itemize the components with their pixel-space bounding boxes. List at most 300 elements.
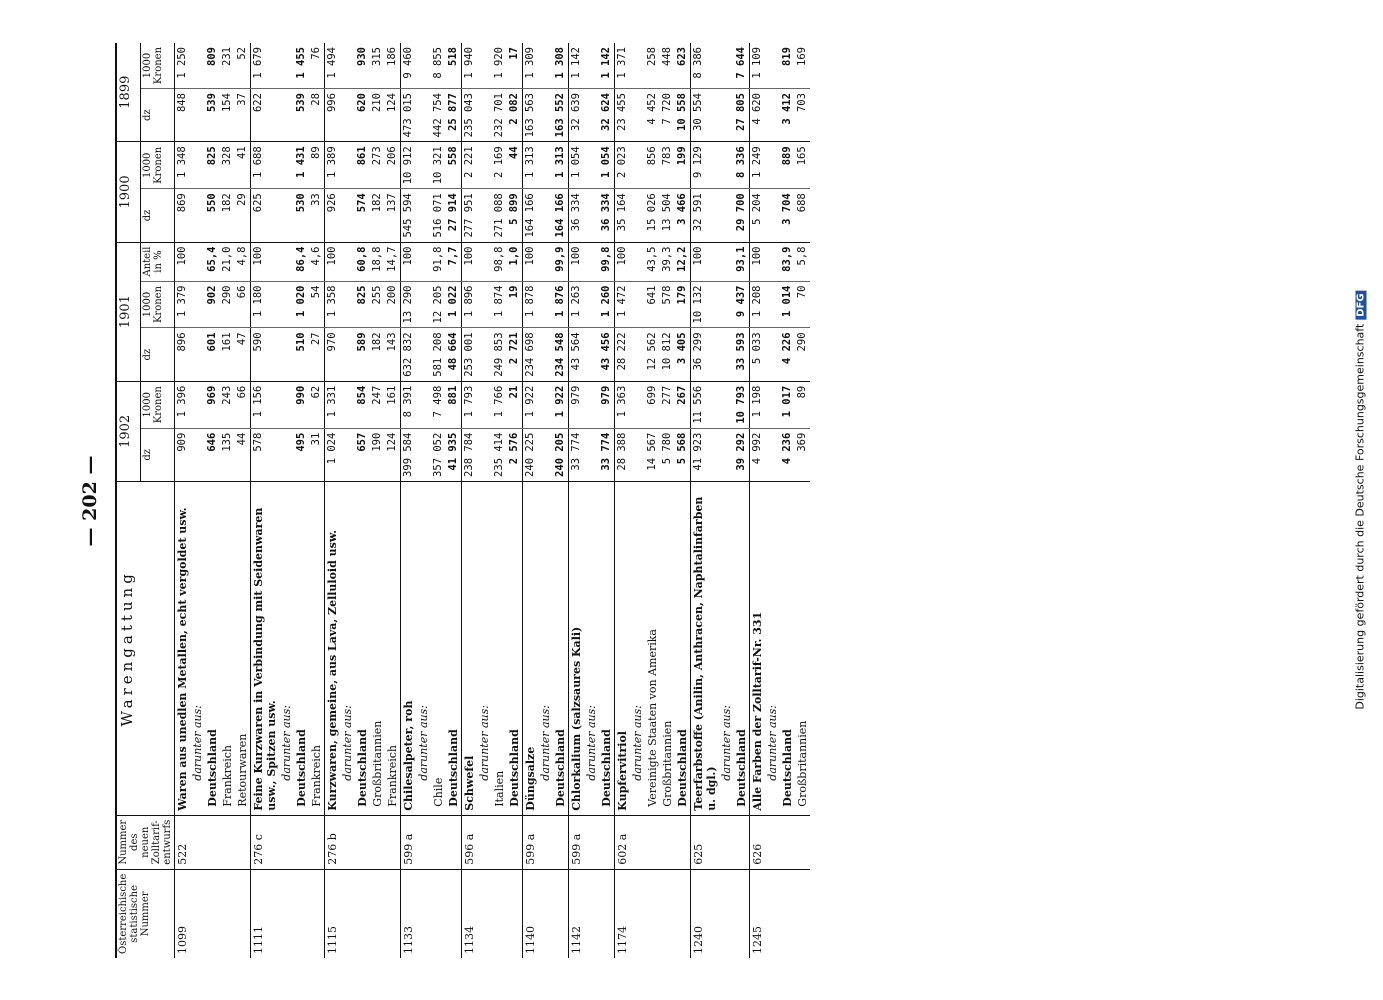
value-kronen-1901: 1 263 xyxy=(569,281,585,328)
tariff-number-cell: 599 a xyxy=(401,815,417,869)
value-dz-1899: 235 043 xyxy=(462,89,478,142)
value-anteil-1901: 1,0 xyxy=(507,242,523,281)
commodity-description: Düngsalze xyxy=(523,481,539,815)
tariff-number-cell xyxy=(309,815,325,869)
value-kronen-1902: 1 198 xyxy=(750,381,766,428)
table-row xyxy=(734,43,750,958)
value-kronen-1901 xyxy=(416,281,431,328)
table-row-commodity xyxy=(175,43,191,958)
value-kronen-1902 xyxy=(190,381,205,428)
value-kronen-1900 xyxy=(279,142,294,189)
header-ost-nr: Österreichische statistische Nummer xyxy=(116,869,175,958)
value-anteil-1901: 100 xyxy=(251,242,280,281)
tariff-number-cell xyxy=(538,815,553,869)
commodity-description: Vereinigte Staaten von Amerika xyxy=(645,481,660,815)
value-dz-1900: 271 088 xyxy=(492,189,507,242)
value-kronen-1899: 1 940 xyxy=(462,43,478,89)
value-dz-1899: 37 xyxy=(235,89,251,142)
value-dz-1900: 27 914 xyxy=(446,189,462,242)
commodity-description: Deutschland xyxy=(205,481,220,815)
ost-number-cell xyxy=(780,869,795,958)
value-anteil-1901 xyxy=(765,242,780,281)
value-dz-1901: 589 xyxy=(355,328,370,381)
value-dz-1899: 28 xyxy=(309,89,325,142)
value-dz-1899: 232 701 xyxy=(492,89,507,142)
commodity-description: Kupfervitriol xyxy=(615,481,631,815)
value-dz-1899: 4 452 xyxy=(645,89,660,142)
tariff-number-cell xyxy=(553,815,569,869)
value-kronen-1899 xyxy=(538,43,553,89)
value-kronen-1902: 1 922 xyxy=(523,381,539,428)
tariff-number-cell xyxy=(220,815,235,869)
value-dz-1899: 32 639 xyxy=(569,89,585,142)
value-kronen-1899: 448 xyxy=(660,43,675,89)
commodity-description: darunter aus: xyxy=(765,481,780,815)
table-row-commodity xyxy=(750,43,766,958)
value-dz-1902: 357 052 xyxy=(431,428,446,481)
commodity-description: Chile xyxy=(431,481,446,815)
value-kronen-1900 xyxy=(477,142,492,189)
value-dz-1901: 43 456 xyxy=(599,328,615,381)
value-kronen-1900: 328 xyxy=(220,142,235,189)
value-dz-1900: 137 xyxy=(385,189,401,242)
value-dz-1901 xyxy=(538,328,553,381)
commodity-description: Teerfarbstoffe (Anilin, Anthracen, Naphtalinfarben u. dgl.) xyxy=(691,481,720,815)
value-dz-1902: 235 414 xyxy=(492,428,507,481)
value-dz-1900: 550 xyxy=(205,189,220,242)
value-dz-1899 xyxy=(477,89,492,142)
table-row-commodity xyxy=(523,43,539,958)
ost-number-cell xyxy=(431,869,446,958)
value-kronen-1900 xyxy=(190,142,205,189)
value-kronen-1901: 66 xyxy=(235,281,251,328)
table-row xyxy=(584,43,599,958)
value-kronen-1901: 1 874 xyxy=(492,281,507,328)
value-kronen-1901: 1 014 xyxy=(780,281,795,328)
value-kronen-1899 xyxy=(584,43,599,89)
value-dz-1901: 33 593 xyxy=(734,328,750,381)
value-dz-1901 xyxy=(630,328,645,381)
value-kronen-1902: 62 xyxy=(309,381,325,428)
value-anteil-1901: 21,0 xyxy=(220,242,235,281)
value-kronen-1900: 89 xyxy=(309,142,325,189)
value-dz-1901: 36 299 xyxy=(691,328,720,381)
value-dz-1899: 163 552 xyxy=(553,89,569,142)
header-year-1900: 1900 xyxy=(116,142,141,242)
commodity-description: darunter aus: xyxy=(630,481,645,815)
value-dz-1901: 234 698 xyxy=(523,328,539,381)
value-kronen-1902 xyxy=(416,381,431,428)
tariff-number-cell xyxy=(370,815,385,869)
value-kronen-1901: 641 xyxy=(645,281,660,328)
table-row xyxy=(719,43,734,958)
ost-number-cell xyxy=(309,869,325,958)
value-dz-1902: 190 xyxy=(370,428,385,481)
value-kronen-1899: 52 xyxy=(235,43,251,89)
table-row-commodity xyxy=(569,43,585,958)
value-kronen-1901: 12 205 xyxy=(431,281,446,328)
value-anteil-1901 xyxy=(340,242,355,281)
value-kronen-1899: 8 855 xyxy=(431,43,446,89)
value-anteil-1901: 100 xyxy=(569,242,585,281)
value-kronen-1901 xyxy=(719,281,734,328)
table-row-commodity xyxy=(251,43,280,958)
value-kronen-1900: 856 xyxy=(645,142,660,189)
ost-number-cell xyxy=(765,869,780,958)
value-kronen-1901: 1 896 xyxy=(462,281,478,328)
value-kronen-1899: 518 xyxy=(446,43,462,89)
value-dz-1902: 28 388 xyxy=(615,428,631,481)
value-kronen-1899: 1 250 xyxy=(175,43,191,89)
value-kronen-1900: 2 169 xyxy=(492,142,507,189)
value-kronen-1902: 1 396 xyxy=(175,381,191,428)
ost-number-cell xyxy=(279,869,294,958)
value-dz-1901 xyxy=(765,328,780,381)
value-kronen-1901: 1 208 xyxy=(750,281,766,328)
value-kronen-1900 xyxy=(538,142,553,189)
value-kronen-1901: 13 290 xyxy=(401,281,417,328)
commodity-description: Deutschland xyxy=(507,481,523,815)
value-kronen-1900: 1 389 xyxy=(325,142,341,189)
ost-number-cell: 1133 xyxy=(401,869,417,958)
value-kronen-1899 xyxy=(340,43,355,89)
tariff-number-cell xyxy=(660,815,675,869)
ost-number-cell xyxy=(220,869,235,958)
value-kronen-1901: 1 020 xyxy=(294,281,309,328)
value-kronen-1900: 1 249 xyxy=(750,142,766,189)
value-dz-1899: 996 xyxy=(325,89,341,142)
value-kronen-1902: 247 xyxy=(370,381,385,428)
value-dz-1900: 29 xyxy=(235,189,251,242)
tariff-number-cell xyxy=(477,815,492,869)
value-dz-1900: 3 704 xyxy=(780,189,795,242)
ost-number-cell xyxy=(235,869,251,958)
value-dz-1901: 970 xyxy=(325,328,341,381)
value-dz-1899 xyxy=(416,89,431,142)
value-dz-1899: 848 xyxy=(175,89,191,142)
value-dz-1899: 25 877 xyxy=(446,89,462,142)
value-dz-1901: 43 564 xyxy=(569,328,585,381)
table-row-commodity xyxy=(691,43,720,958)
value-dz-1899: 154 xyxy=(220,89,235,142)
value-dz-1899: 539 xyxy=(205,89,220,142)
value-kronen-1900 xyxy=(630,142,645,189)
value-anteil-1901: 100 xyxy=(175,242,191,281)
ost-number-cell: 1111 xyxy=(251,869,280,958)
tariff-number-cell: 599 a xyxy=(569,815,585,869)
value-kronen-1902 xyxy=(584,381,599,428)
value-anteil-1901: 4,8 xyxy=(235,242,251,281)
value-kronen-1901 xyxy=(340,281,355,328)
table-row xyxy=(220,43,235,958)
table-row xyxy=(370,43,385,958)
value-kronen-1900: 2 221 xyxy=(462,142,478,189)
value-dz-1902: 39 292 xyxy=(734,428,750,481)
value-dz-1901: 161 xyxy=(220,328,235,381)
value-kronen-1899: 1 679 xyxy=(251,43,280,89)
value-dz-1902: 41 923 xyxy=(691,428,720,481)
value-kronen-1902: 699 xyxy=(645,381,660,428)
value-dz-1900 xyxy=(584,189,599,242)
tariff-number-cell xyxy=(630,815,645,869)
value-dz-1902 xyxy=(190,428,205,481)
value-kronen-1902: 267 xyxy=(675,381,691,428)
value-kronen-1899: 1 309 xyxy=(523,43,539,89)
value-dz-1900: 530 xyxy=(294,189,309,242)
value-kronen-1902: 21 xyxy=(507,381,523,428)
tariff-number-cell xyxy=(795,815,810,869)
value-kronen-1900: 1 313 xyxy=(523,142,539,189)
table-row xyxy=(795,43,810,958)
value-dz-1900: 574 xyxy=(355,189,370,242)
commodity-description: Feine Kurzwaren in Verbindung mit Seidenwaren usw., Spitzen usw. xyxy=(251,481,280,815)
value-dz-1900: 35 164 xyxy=(615,189,631,242)
table-row xyxy=(205,43,220,958)
value-kronen-1901: 1 022 xyxy=(446,281,462,328)
table-row xyxy=(235,43,251,958)
value-dz-1900 xyxy=(279,189,294,242)
value-kronen-1901: 290 xyxy=(220,281,235,328)
value-kronen-1901: 825 xyxy=(355,281,370,328)
commodity-description: Deutschland xyxy=(553,481,569,815)
value-kronen-1899: 930 xyxy=(355,43,370,89)
value-kronen-1902: 881 xyxy=(446,381,462,428)
header-year-1901: 1901 xyxy=(116,242,141,381)
ost-number-cell xyxy=(492,869,507,958)
value-dz-1901: 290 xyxy=(795,328,810,381)
header-dz: dz xyxy=(141,328,175,381)
value-dz-1902: 31 xyxy=(309,428,325,481)
value-dz-1899: 4 620 xyxy=(750,89,766,142)
value-dz-1901: 896 xyxy=(175,328,191,381)
value-kronen-1901 xyxy=(538,281,553,328)
value-dz-1899: 32 624 xyxy=(599,89,615,142)
value-kronen-1899: 315 xyxy=(370,43,385,89)
ost-number-cell xyxy=(599,869,615,958)
value-anteil-1901: 86,4 xyxy=(294,242,309,281)
value-kronen-1899: 1 109 xyxy=(750,43,766,89)
commodity-description: darunter aus: xyxy=(416,481,431,815)
value-anteil-1901: 100 xyxy=(325,242,341,281)
ost-number-cell xyxy=(385,869,401,958)
value-kronen-1900: 41 xyxy=(235,142,251,189)
value-dz-1900: 516 071 xyxy=(431,189,446,242)
value-kronen-1900 xyxy=(340,142,355,189)
value-anteil-1901 xyxy=(477,242,492,281)
value-anteil-1901 xyxy=(190,242,205,281)
value-dz-1899: 622 xyxy=(251,89,280,142)
value-dz-1900: 5 899 xyxy=(507,189,523,242)
footer-note xyxy=(1340,10,1380,990)
value-dz-1900: 29 700 xyxy=(734,189,750,242)
value-anteil-1901: 99,8 xyxy=(599,242,615,281)
value-dz-1899: 27 805 xyxy=(734,89,750,142)
value-anteil-1901: 5,8 xyxy=(795,242,810,281)
table-row xyxy=(477,43,492,958)
header-warengattung: Warengattung xyxy=(116,481,175,815)
value-anteil-1901 xyxy=(584,242,599,281)
value-dz-1902: 33 774 xyxy=(599,428,615,481)
value-dz-1899: 7 720 xyxy=(660,89,675,142)
header-kronen: 1000 Kronen xyxy=(141,43,175,89)
commodity-description: Chilesalpeter, roh xyxy=(401,481,417,815)
commodity-description: Chlorkalium (salzsaures Kali) xyxy=(569,481,585,815)
value-dz-1901: 249 853 xyxy=(492,328,507,381)
commodity-description: Deutschland xyxy=(446,481,462,815)
value-dz-1902: 33 774 xyxy=(569,428,585,481)
value-anteil-1901: 93,1 xyxy=(734,242,750,281)
table-row-commodity xyxy=(325,43,341,958)
value-dz-1899 xyxy=(340,89,355,142)
value-kronen-1900 xyxy=(719,142,734,189)
value-anteil-1901: 100 xyxy=(750,242,766,281)
value-kronen-1899: 1 455 xyxy=(294,43,309,89)
value-kronen-1900: 273 xyxy=(370,142,385,189)
value-kronen-1899: 9 460 xyxy=(401,43,417,89)
value-kronen-1902: 10 793 xyxy=(734,381,750,428)
header-kronen: 1000 Kronen xyxy=(141,281,175,328)
tariff-number-cell xyxy=(340,815,355,869)
tariff-number-cell xyxy=(675,815,691,869)
value-dz-1901: 4 226 xyxy=(780,328,795,381)
commodity-description: darunter aus: xyxy=(190,481,205,815)
value-anteil-1901: 99,9 xyxy=(553,242,569,281)
value-kronen-1899: 231 xyxy=(220,43,235,89)
commodity-description: Schwefel xyxy=(462,481,478,815)
value-kronen-1900: 889 xyxy=(780,142,795,189)
value-kronen-1899: 169 xyxy=(795,43,810,89)
commodity-description: Deutschland xyxy=(780,481,795,815)
table-row xyxy=(780,43,795,958)
value-kronen-1902: 243 xyxy=(220,381,235,428)
value-anteil-1901: 100 xyxy=(615,242,631,281)
table-row xyxy=(309,43,325,958)
value-dz-1902 xyxy=(538,428,553,481)
page-number-value: 202 xyxy=(79,481,101,521)
import-statistics-table xyxy=(115,43,810,958)
value-dz-1901: 5 033 xyxy=(750,328,766,381)
value-dz-1902 xyxy=(765,428,780,481)
value-kronen-1901: 54 xyxy=(309,281,325,328)
value-kronen-1902: 66 xyxy=(235,381,251,428)
header-zt-nr: Nummer des neuen Zolltarif-entwurfs xyxy=(116,815,175,869)
tariff-number-cell: 276 c xyxy=(251,815,280,869)
value-kronen-1899: 1 920 xyxy=(492,43,507,89)
value-dz-1901 xyxy=(190,328,205,381)
header-year-1902: 1902 xyxy=(116,381,141,481)
commodity-description: Großbritannien xyxy=(795,481,810,815)
value-kronen-1902 xyxy=(538,381,553,428)
header-dz: dz xyxy=(141,428,175,481)
header-kronen: 1000 Kronen xyxy=(141,381,175,428)
value-dz-1902: 369 xyxy=(795,428,810,481)
value-anteil-1901: 100 xyxy=(401,242,417,281)
value-kronen-1901: 902 xyxy=(205,281,220,328)
value-dz-1899: 703 xyxy=(795,89,810,142)
value-kronen-1902: 1 017 xyxy=(780,381,795,428)
value-kronen-1902 xyxy=(765,381,780,428)
value-kronen-1900: 861 xyxy=(355,142,370,189)
value-dz-1902: 657 xyxy=(355,428,370,481)
commodity-description: Deutschland xyxy=(734,481,750,815)
ost-number-cell xyxy=(553,869,569,958)
table-row xyxy=(660,43,675,958)
value-anteil-1901 xyxy=(719,242,734,281)
value-anteil-1901 xyxy=(630,242,645,281)
tariff-number-cell xyxy=(645,815,660,869)
value-anteil-1901 xyxy=(538,242,553,281)
value-kronen-1899: 76 xyxy=(309,43,325,89)
value-dz-1900: 182 xyxy=(370,189,385,242)
value-dz-1901: 182 xyxy=(370,328,385,381)
table-body xyxy=(175,43,811,958)
value-dz-1902 xyxy=(416,428,431,481)
value-kronen-1901: 19 xyxy=(507,281,523,328)
commodity-description: Deutschland xyxy=(355,481,370,815)
value-anteil-1901: 4,6 xyxy=(309,242,325,281)
tariff-number-cell: 596 a xyxy=(462,815,478,869)
commodity-description: Deutschland xyxy=(675,481,691,815)
commodity-description: Großbritannien xyxy=(660,481,675,815)
value-dz-1900 xyxy=(538,189,553,242)
tariff-number-cell xyxy=(279,815,294,869)
value-kronen-1901: 578 xyxy=(660,281,675,328)
value-anteil-1901: 65,4 xyxy=(205,242,220,281)
table-row xyxy=(538,43,553,958)
value-dz-1899: 124 xyxy=(385,89,401,142)
ost-number-cell xyxy=(795,869,810,958)
value-kronen-1901 xyxy=(584,281,599,328)
value-kronen-1900 xyxy=(584,142,599,189)
value-kronen-1901 xyxy=(765,281,780,328)
value-dz-1900 xyxy=(340,189,355,242)
value-kronen-1899: 1 371 xyxy=(615,43,631,89)
commodity-description: darunter aus: xyxy=(538,481,553,815)
value-anteil-1901: 14,7 xyxy=(385,242,401,281)
value-kronen-1901: 179 xyxy=(675,281,691,328)
value-kronen-1900: 1 054 xyxy=(599,142,615,189)
value-kronen-1902: 1 363 xyxy=(615,381,631,428)
value-dz-1900: 926 xyxy=(325,189,341,242)
tariff-number-cell xyxy=(416,815,431,869)
table-row xyxy=(294,43,309,958)
value-dz-1900 xyxy=(416,189,431,242)
tariff-number-cell: 599 a xyxy=(523,815,539,869)
value-dz-1899: 10 558 xyxy=(675,89,691,142)
value-dz-1900: 36 334 xyxy=(599,189,615,242)
value-kronen-1902: 89 xyxy=(795,381,810,428)
value-dz-1900: 688 xyxy=(795,189,810,242)
value-kronen-1902: 979 xyxy=(569,381,585,428)
value-kronen-1899: 186 xyxy=(385,43,401,89)
value-kronen-1899 xyxy=(765,43,780,89)
value-dz-1901: 2 721 xyxy=(507,328,523,381)
ost-number-cell: 1142 xyxy=(569,869,585,958)
value-dz-1900: 5 204 xyxy=(750,189,766,242)
value-dz-1902 xyxy=(477,428,492,481)
value-dz-1901: 632 832 xyxy=(401,328,417,381)
value-dz-1900: 164 166 xyxy=(553,189,569,242)
ost-number-cell xyxy=(734,869,750,958)
table-row xyxy=(645,43,660,958)
value-kronen-1901 xyxy=(477,281,492,328)
value-dz-1902: 238 784 xyxy=(462,428,478,481)
value-kronen-1902: 969 xyxy=(205,381,220,428)
value-dz-1901 xyxy=(719,328,734,381)
value-dz-1902: 41 935 xyxy=(446,428,462,481)
value-dz-1900: 182 xyxy=(220,189,235,242)
value-dz-1902 xyxy=(584,428,599,481)
